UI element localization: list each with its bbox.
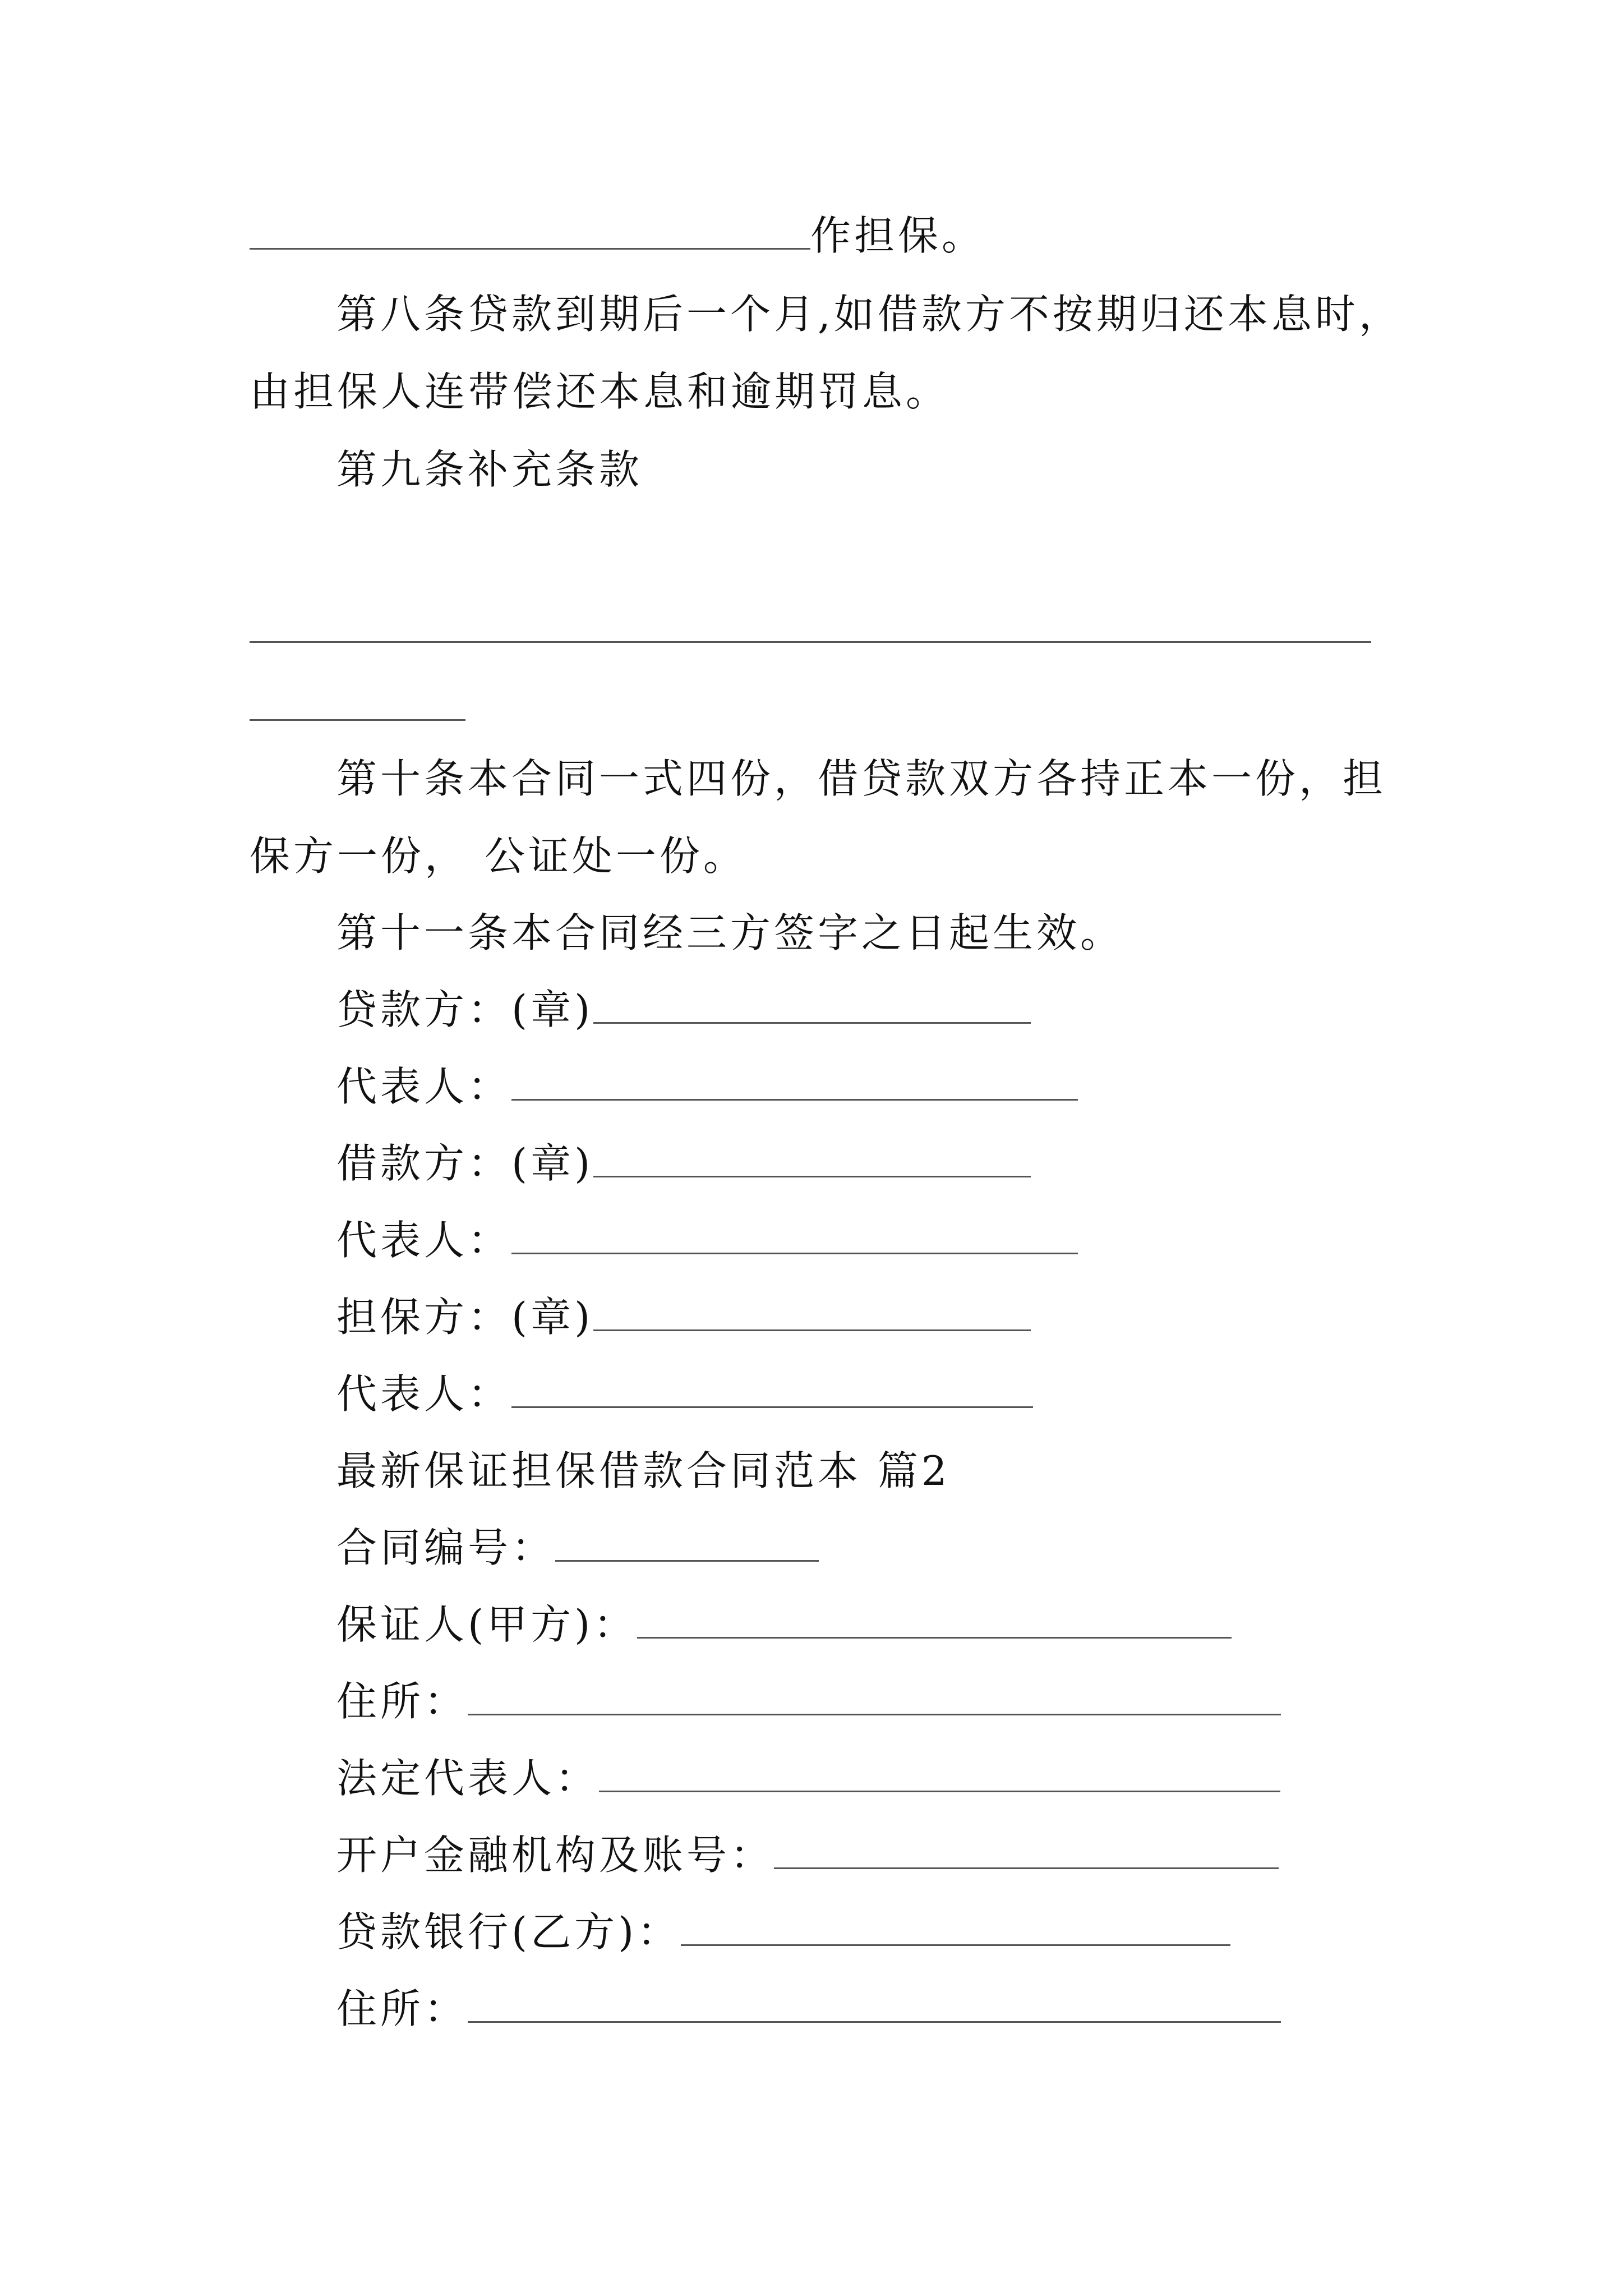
bank-account-row <box>336 1827 1279 1883</box>
supplementary-blank-1[interactable] <box>250 641 1371 643</box>
guarantor-party-a-label: 保证人(甲方)： <box>336 1601 638 1648</box>
address-b-blank[interactable] <box>468 1982 1281 2023</box>
lender-blank[interactable] <box>593 983 1031 1024</box>
lender-rep-label: 代表人： <box>336 1063 512 1110</box>
guarantee-suffix: 作担保。 <box>810 212 986 259</box>
article-8-line-1: 第八条贷款到期后一个月,如借款方不按期归还本息时， <box>336 291 1403 338</box>
legal-rep-label: 法定代表人： <box>336 1755 600 1802</box>
borrower-sign-row <box>336 1135 1031 1191</box>
guarantor-rep-row <box>336 1366 1033 1422</box>
guarantor-blank[interactable] <box>593 1290 1031 1331</box>
lender-rep-blank[interactable] <box>511 1060 1078 1101</box>
lending-bank-b-row <box>336 1904 1230 1960</box>
article-10-line-2: 保方一份， 公证处一份。 <box>250 832 747 880</box>
guarantee-blank[interactable] <box>250 209 810 250</box>
borrower-rep-blank[interactable] <box>511 1213 1078 1254</box>
bank-account-blank[interactable] <box>774 1828 1279 1869</box>
borrower-rep-row <box>336 1212 1078 1268</box>
borrower-blank[interactable] <box>593 1137 1031 1177</box>
article-9-heading: 第九条补充条款 <box>336 446 643 493</box>
article-8-line-2: 由担保人连带偿还本息和逾期罚息。 <box>250 368 950 415</box>
address-a-row <box>336 1673 1281 1729</box>
borrower-rep-label: 代表人： <box>336 1217 512 1264</box>
article-11: 第十一条本合同经三方签字之日起生效。 <box>336 909 1124 956</box>
address-b-row <box>336 1981 1281 2037</box>
guarantor-party-a-blank[interactable] <box>637 1598 1232 1639</box>
bank-account-label: 开户金融机构及账号： <box>336 1832 774 1879</box>
contract-number-row <box>336 1520 819 1576</box>
guarantee-line <box>250 208 985 264</box>
address-b-label: 住所： <box>336 1985 468 2032</box>
supplementary-blank-2[interactable] <box>250 719 465 721</box>
guarantor-party-a-row <box>336 1596 1232 1653</box>
borrower-label: 借款方：(章) <box>336 1140 594 1187</box>
contract-number-label: 合同编号： <box>336 1524 556 1571</box>
article-10-line-1: 第十条本合同一式四份，借贷款双方各持正本一份，担 <box>336 755 1387 802</box>
guarantor-rep-blank[interactable] <box>511 1367 1033 1408</box>
legal-rep-row <box>336 1750 1280 1806</box>
legal-rep-blank[interactable] <box>599 1751 1280 1792</box>
guarantor-rep-label: 代表人： <box>336 1370 512 1418</box>
contract-number-blank[interactable] <box>555 1521 819 1562</box>
address-a-label: 住所： <box>336 1678 468 1725</box>
guarantor-label: 担保方：(章) <box>336 1294 594 1341</box>
lender-label: 贷款方：(章) <box>336 986 594 1033</box>
lending-bank-b-blank[interactable] <box>681 1905 1230 1946</box>
lender-sign-row <box>336 982 1031 1038</box>
address-a-blank[interactable] <box>468 1674 1281 1715</box>
lending-bank-b-label: 贷款银行(乙方)： <box>336 1908 681 1955</box>
guarantor-sign-row <box>336 1289 1031 1345</box>
part-2-title: 最新保证担保借款合同范本 篇2 <box>336 1447 951 1494</box>
lender-rep-row <box>336 1059 1078 1115</box>
